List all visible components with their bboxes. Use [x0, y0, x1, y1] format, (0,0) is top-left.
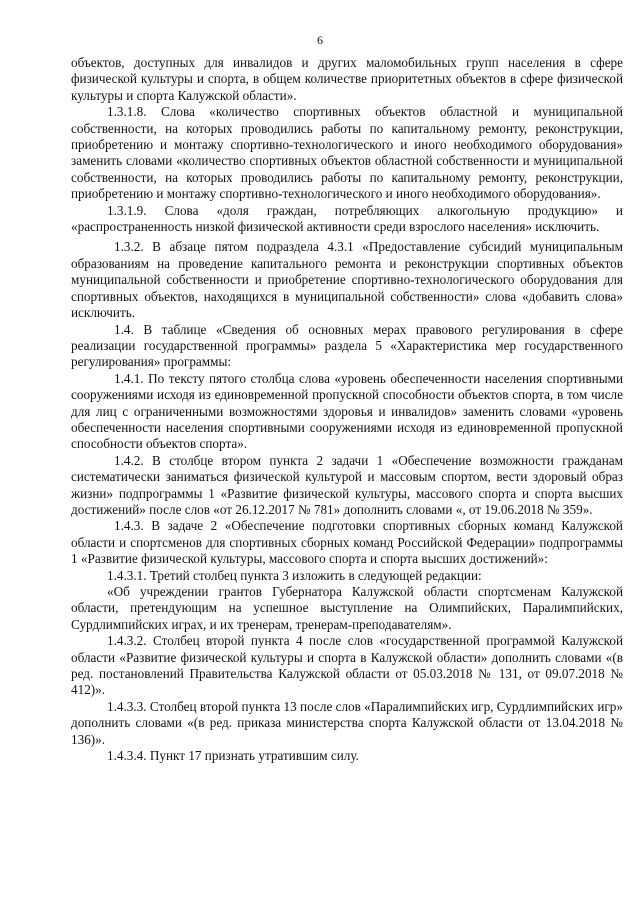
paragraph-1-4-1: 1.4.1. По тексту пятого столбца слова «уровень обеспеченности населения спортивными сооружениями исходя из единовременной пропускной способности объектов спорта, в том числе для лиц с ограниченными возможностями здоровья и инвалидов» заменить словами «уровень обеспеченности населения спортивными сооружениями исходя из единовременной пропускной способности объектов спорта». — [71, 370, 623, 452]
paragraph-1-3-1-8: 1.3.1.8. Слова «количество спортивных объектов областной и муниципальной собственности, на которых проводились работы по капитальному ремонту, реконструкции, приобретению и монтажу спортивно-технологического и иного необходимого оборудования» заменить словами «количество спортивных объектов областной собственности и муниципальной собственности, на которых проводились работы по капитальному ремонту, реконструкции, приобретению и монтажу спортивно-технологического и иного необходимого оборудования». — [71, 104, 623, 202]
paragraph-1-4-3-2: 1.4.3.2. Столбец второй пункта 4 после слов «государственной программой Калужской области «Развитие физической культуры и спорта в Калужской области» дополнить словами «(в ред. постановлений Правительства Калужской области от 05.03.2018 № 131, от 09.07.2018 № 412)». — [71, 633, 623, 698]
paragraph-1-4-3-1: 1.4.3.1. Третий столбец пункта 3 изложить в следующей редакции: — [107, 567, 482, 583]
page-number: 6 — [317, 33, 323, 47]
paragraph-1-3-2: 1.3.2. В абзаце пятом подраздела 4.3.1 «Предоставление субсидий муниципальным образованиям на проведение капитального ремонта и реконструкции спортивных объектов муниципальной собственности и приобретение спортивно-технологического оборудования для спортивных объектов, находящихся в муниципальной собственности» слова «добавить слова» исключить. — [71, 239, 623, 321]
paragraph-continuation: объектов, доступных для инвалидов и других маломобильных групп населения в сфере физической культуры и спорта, в общем количестве приоритетных объектов в сфере физической культуры и спорта Калужской области». — [71, 55, 623, 103]
paragraph-1-4-3-3: 1.4.3.3. Столбец второй пункта 13 после слов «Паралимпийских игр, Сурдлимпийских игр» дополнить словами «(в ред. приказа министерства спорта Калужской области от 13.04.2018 № 136)». — [71, 698, 623, 747]
document-body — [71, 55, 623, 764]
paragraph-quote-grants: «Об учреждении грантов Губернатора Калужской области спортсменам Калужской области, претендующим на успешное выступление на Олимпийских, Паралимпийских, Сурдлимпийских играх, и их тренерам, тренерам-преподавателям». — [71, 584, 623, 632]
paragraph-1-3-1-9: 1.3.1.9. Слова «доля граждан, потребляющих алкогольную продукцию» и «распространенность низкой физической активности среди взрослого населения» исключить. — [71, 202, 623, 235]
paragraph-1-4-2: 1.4.2. В столбце втором пункта 2 задачи 1 «Обеспечение возможности гражданам систематически заниматься физической культурой и массовым спортом, вести здоровый образ жизни» подпрограммы 1 «Развитие физической культуры, массового спорта и спорта высших достижений» после слов «от 26.12.2017 № 781» дополнить словами «, от 19.06.2018 № 359». — [71, 452, 623, 517]
paragraph-1-4: 1.4. В таблице «Сведения об основных мерах правового регулирования в сфере реализации государственной программы» раздела 5 «Характеристика мер государственного регулирования» программы: — [71, 321, 623, 370]
paragraph-1-4-3: 1.4.3. В задаче 2 «Обеспечение подготовки спортивных сборных команд Калужской области и спортсменов для спортивных сборных команд Российской Федерации» подпрограммы 1 «Развитие физической культуры, массового спорта и спорта высших достижений»: — [71, 518, 623, 567]
paragraph-1-4-3-4: 1.4.3.4. Пункт 17 признать утратившим силу. — [107, 748, 359, 764]
